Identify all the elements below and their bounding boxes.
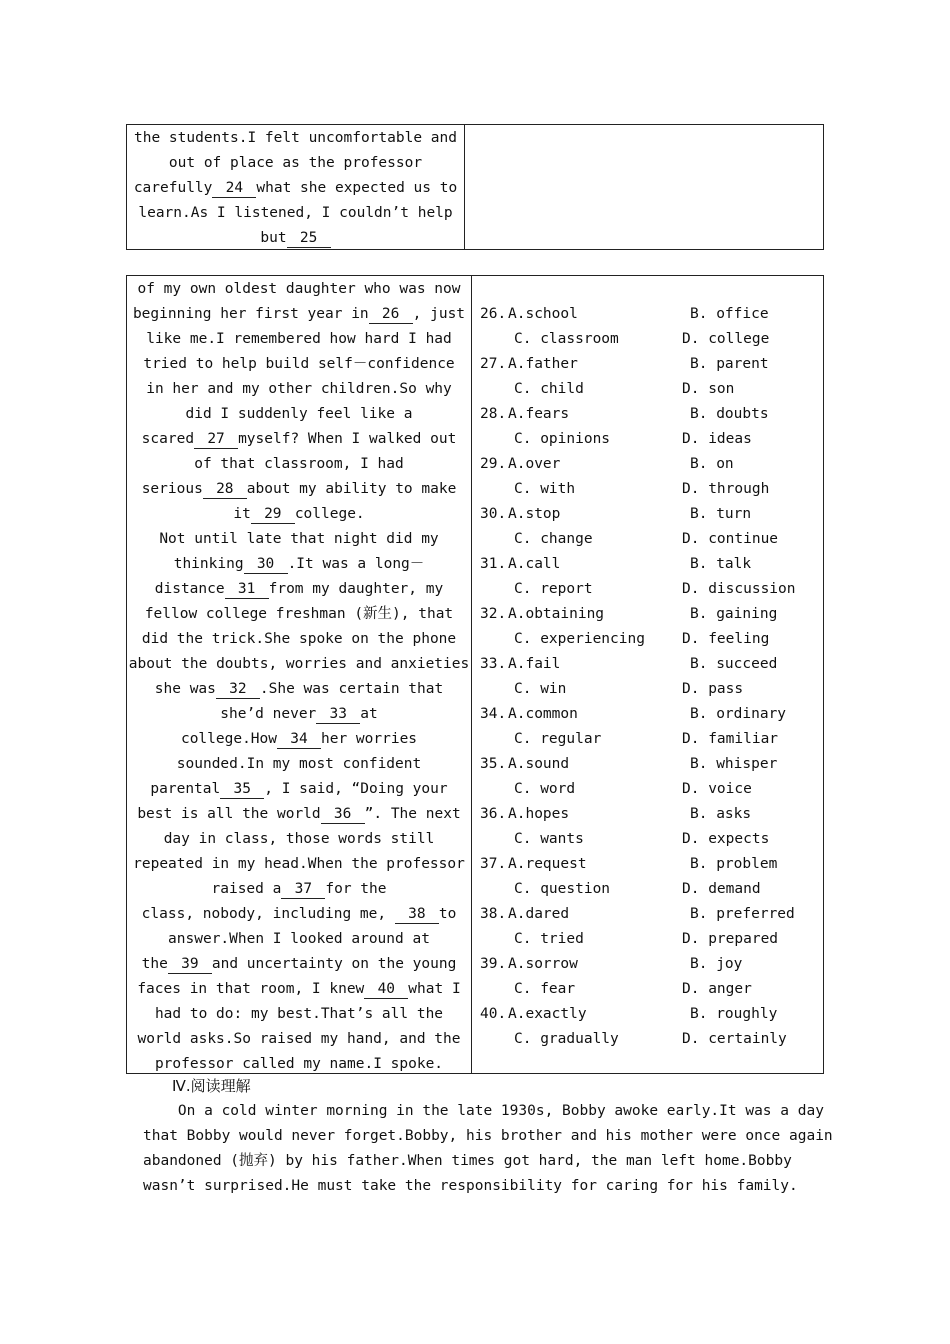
line-text: learn.As I listened, I couldn’t help xyxy=(138,205,453,221)
cloze-blank[interactable]: 30 xyxy=(244,556,288,574)
line-text: repeated in my head.When the professor xyxy=(133,856,465,872)
option-c[interactable]: C. tried xyxy=(514,931,584,947)
option-d[interactable]: D. certainly xyxy=(682,1031,787,1047)
option-c[interactable]: C. fear xyxy=(514,981,576,997)
line-text: she’d never xyxy=(220,706,317,722)
question-number: 39. xyxy=(480,956,507,972)
passage-line xyxy=(127,377,471,402)
passage-line xyxy=(127,1002,471,1027)
option-b[interactable]: B. office xyxy=(690,306,769,322)
option-row xyxy=(480,1027,823,1052)
option-row xyxy=(480,877,823,902)
line-text: had to do: my best.That’s all the xyxy=(154,1006,444,1022)
question-number: 26. xyxy=(480,306,507,322)
question-number: 29. xyxy=(480,456,507,472)
option-row xyxy=(480,977,823,1002)
option-c[interactable]: C. opinions xyxy=(514,431,611,447)
option-c[interactable]: C. regular xyxy=(514,731,602,747)
cloze-blank[interactable]: 24 xyxy=(212,180,256,198)
option-a[interactable]: A.call xyxy=(508,556,561,572)
line-text: day in class, those words still xyxy=(163,831,435,847)
line-text: thinking xyxy=(173,556,244,572)
option-a[interactable]: A.hopes xyxy=(508,806,570,822)
section-heading: Ⅳ.阅读理解 xyxy=(172,1077,251,1095)
cloze-passage-top xyxy=(127,125,465,249)
line-text: from my daughter, my xyxy=(268,581,444,597)
line-text: serious xyxy=(141,481,203,497)
line-text: myself? When I walked out xyxy=(238,431,457,447)
option-row xyxy=(480,577,823,602)
option-b[interactable]: B. doubts xyxy=(690,406,769,422)
question-number: 38. xyxy=(480,906,507,922)
line-text: the xyxy=(141,956,168,972)
passage-line xyxy=(127,827,471,852)
line-text: carefully xyxy=(133,180,213,196)
option-row xyxy=(480,677,823,702)
option-a[interactable]: A.stop xyxy=(508,506,561,522)
line-text: for the xyxy=(325,881,387,897)
option-row xyxy=(480,377,823,402)
passage-line xyxy=(127,527,471,552)
option-row xyxy=(480,452,823,477)
line-text: parental xyxy=(150,781,221,797)
option-row xyxy=(480,402,823,427)
options-empty-cell xyxy=(465,125,823,249)
option-row xyxy=(480,352,823,377)
cloze-blank[interactable]: 38 xyxy=(395,906,439,924)
option-a[interactable]: A.sorrow xyxy=(508,956,578,972)
line-text: college. xyxy=(294,506,365,522)
paragraph-line: that Bobby would never forget.Bobby, his brother and his mother were once again xyxy=(143,1128,833,1144)
line-text: did I suddenly feel like a xyxy=(185,406,413,422)
line-text: distance xyxy=(154,581,225,597)
passage-line xyxy=(127,477,471,502)
line-text: class, nobody, including me, xyxy=(141,906,395,922)
line-text: and uncertainty on the young xyxy=(211,956,457,972)
passage-line xyxy=(127,427,471,452)
line-text: about my ability to make xyxy=(246,481,457,497)
cloze-blank[interactable]: 31 xyxy=(225,581,269,599)
option-c[interactable]: C. question xyxy=(514,881,611,897)
passage-line xyxy=(127,652,471,677)
passage-line xyxy=(127,752,471,777)
option-row xyxy=(480,902,823,927)
option-d[interactable]: D. through xyxy=(682,481,770,497)
option-row xyxy=(480,802,823,827)
option-b[interactable]: B. succeed xyxy=(690,656,778,672)
option-row xyxy=(480,752,823,777)
cloze-blank[interactable]: 29 xyxy=(251,506,295,524)
option-d[interactable]: D. continue xyxy=(682,531,779,547)
option-a[interactable]: A.dared xyxy=(508,906,570,922)
option-b[interactable]: B. on xyxy=(690,456,734,472)
line-text: what she expected us to xyxy=(256,180,458,196)
option-d[interactable]: D. demand xyxy=(682,881,761,897)
option-b[interactable]: B. parent xyxy=(690,356,769,372)
passage-line xyxy=(127,151,464,176)
option-d[interactable]: D. discussion xyxy=(682,581,796,597)
line-text: answer.When I looked around at xyxy=(168,931,430,947)
option-row xyxy=(480,727,823,752)
option-a[interactable]: A.obtaining xyxy=(508,606,605,622)
passage-line xyxy=(127,226,464,251)
option-row xyxy=(480,627,823,652)
option-d[interactable]: D. ideas xyxy=(682,431,752,447)
passage-line xyxy=(127,877,471,902)
passage-line xyxy=(127,502,471,527)
line-text: of that classroom, I had xyxy=(194,456,404,472)
option-row xyxy=(480,827,823,852)
paragraph-line: On a cold winter morning in the late 1930s, Bobby awoke early.It was a day xyxy=(143,1103,824,1119)
line-text: .It was a long－ xyxy=(287,556,425,572)
cloze-blank[interactable]: 37 xyxy=(281,881,325,899)
option-b[interactable]: B. asks xyxy=(690,806,752,822)
option-c[interactable]: C. experiencing xyxy=(514,631,645,647)
option-a[interactable]: A.father xyxy=(508,356,578,372)
line-text: scared xyxy=(141,431,195,447)
reading-passage xyxy=(143,1099,833,1199)
cloze-passage-main xyxy=(127,276,472,1073)
option-d[interactable]: D. college xyxy=(682,331,770,347)
option-c[interactable]: C. classroom xyxy=(514,331,619,347)
line-text: did the trick.She spoke on the phone xyxy=(141,631,457,647)
option-row xyxy=(480,602,823,627)
option-a[interactable]: A.request xyxy=(508,856,587,872)
option-a[interactable]: A.sound xyxy=(508,756,570,772)
passage-line xyxy=(127,852,471,877)
question-number: 30. xyxy=(480,506,507,522)
option-c[interactable]: C. report xyxy=(514,581,593,597)
option-d[interactable]: D. prepared xyxy=(682,931,779,947)
option-d[interactable]: D. expects xyxy=(682,831,770,847)
passage-line xyxy=(127,201,464,226)
option-row xyxy=(480,777,823,802)
passage-line xyxy=(127,952,471,977)
passage-line xyxy=(127,727,471,752)
line-text: in her and my other children.So why xyxy=(146,381,452,397)
line-text: but xyxy=(260,230,287,246)
option-a[interactable]: A.exactly xyxy=(508,1006,587,1022)
question-number: 32. xyxy=(480,606,507,622)
option-row xyxy=(480,852,823,877)
question-number: 28. xyxy=(480,406,507,422)
passage-line xyxy=(127,802,471,827)
line-text: to xyxy=(438,906,457,922)
passage-line xyxy=(127,302,471,327)
passage-line xyxy=(127,577,471,602)
option-d[interactable]: D. voice xyxy=(682,781,752,797)
option-d[interactable]: D. feeling xyxy=(682,631,770,647)
option-b[interactable]: B. talk xyxy=(690,556,752,572)
line-text: professor called my name.I spoke. xyxy=(154,1056,444,1072)
passage-line xyxy=(127,552,471,577)
question-number: 35. xyxy=(480,756,507,772)
question-number: 34. xyxy=(480,706,507,722)
option-b[interactable]: B. ordinary xyxy=(690,706,787,722)
passage-line xyxy=(127,352,471,377)
option-c[interactable]: C. win xyxy=(514,681,567,697)
option-row xyxy=(480,427,823,452)
cloze-blank[interactable]: 34 xyxy=(277,731,321,749)
option-c[interactable]: C. gradually xyxy=(514,1031,619,1047)
line-text: her worries xyxy=(321,731,418,747)
cloze-blank[interactable]: 33 xyxy=(316,706,360,724)
cloze-blank[interactable]: 26 xyxy=(369,306,413,324)
option-row xyxy=(480,302,823,327)
line-text: about the doubts, worries and anxieties xyxy=(128,656,470,672)
option-row xyxy=(480,952,823,977)
passage-line xyxy=(127,677,471,702)
option-b[interactable]: B. gaining xyxy=(690,606,778,622)
line-text: the students.I felt uncomfortable and xyxy=(133,130,457,146)
option-row xyxy=(480,327,823,352)
option-a[interactable]: A.fears xyxy=(508,406,570,422)
option-row xyxy=(480,652,823,677)
option-a[interactable]: A.common xyxy=(508,706,578,722)
line-text: fellow college freshman (新生), that xyxy=(144,606,454,622)
option-b[interactable]: B. roughly xyxy=(690,1006,778,1022)
question-number: 37. xyxy=(480,856,507,872)
option-row xyxy=(480,1002,823,1027)
option-a[interactable]: A.school xyxy=(508,306,578,322)
line-text: , just xyxy=(412,306,466,322)
option-b[interactable]: B. joy xyxy=(690,956,743,972)
option-c[interactable]: C. with xyxy=(514,481,576,497)
question-number: 40. xyxy=(480,1006,507,1022)
cloze-blank[interactable]: 25 xyxy=(287,230,331,248)
line-text: sounded.In my most confident xyxy=(176,756,422,772)
option-row xyxy=(480,702,823,727)
option-c[interactable]: C. wants xyxy=(514,831,584,847)
option-c[interactable]: C. change xyxy=(514,531,593,547)
paragraph-line: abandoned (抛弃) by his father.When times got hard, the man left home.Bobby xyxy=(143,1153,792,1169)
option-c[interactable]: C. child xyxy=(514,381,584,397)
option-a[interactable]: A.fail xyxy=(508,656,561,672)
passage-line xyxy=(127,927,471,952)
cloze-blank[interactable]: 32 xyxy=(216,681,260,699)
line-text: ”. The next xyxy=(364,806,461,822)
option-row xyxy=(480,502,823,527)
passage-line xyxy=(127,602,471,627)
paragraph-line: wasn’t surprised.He must take the responsibility for caring for his family. xyxy=(143,1178,798,1194)
passage-line xyxy=(127,452,471,477)
line-text: at xyxy=(360,706,378,722)
passage-line xyxy=(127,126,464,151)
passage-line xyxy=(127,1027,471,1052)
line-text: world asks.So raised my hand, and the xyxy=(137,1031,461,1047)
passage-line xyxy=(127,777,471,802)
line-text: faces in that room, I knew xyxy=(137,981,365,997)
option-d[interactable]: D. son xyxy=(682,381,735,397)
option-d[interactable]: D. familiar xyxy=(682,731,779,747)
option-row xyxy=(480,527,823,552)
option-row xyxy=(480,477,823,502)
cloze-blank[interactable]: 27 xyxy=(194,431,238,449)
option-b[interactable]: B. problem xyxy=(690,856,778,872)
line-text: raised a xyxy=(211,881,282,897)
passage-line xyxy=(127,977,471,1002)
line-text: she was xyxy=(154,681,216,697)
line-text: Not until late that night did my xyxy=(159,531,439,547)
line-text: of my own oldest daughter who was now xyxy=(137,281,461,297)
question-number: 27. xyxy=(480,356,507,372)
question-number: 36. xyxy=(480,806,507,822)
option-b[interactable]: B. turn xyxy=(690,506,752,522)
line-text: best is all the world xyxy=(137,806,321,822)
passage-line xyxy=(127,176,464,201)
cloze-blank[interactable]: 36 xyxy=(321,806,365,824)
line-text: .She was certain that xyxy=(259,681,444,697)
passage-line xyxy=(127,402,471,427)
passage-line xyxy=(127,327,471,352)
cloze-blank[interactable]: 35 xyxy=(220,781,264,799)
option-c[interactable]: C. word xyxy=(514,781,576,797)
question-number: 33. xyxy=(480,656,507,672)
options-list xyxy=(472,276,823,1073)
cloze-table-main xyxy=(126,275,824,1074)
line-text: college.How xyxy=(180,731,277,747)
line-text: beginning her first year in xyxy=(132,306,369,322)
line-text: out of place as the professor xyxy=(168,155,423,171)
option-a[interactable]: A.over xyxy=(508,456,561,472)
option-b[interactable]: B. whisper xyxy=(690,756,778,772)
cloze-table-top xyxy=(126,124,824,250)
line-text: it xyxy=(233,506,251,522)
cloze-blank[interactable]: 39 xyxy=(168,956,212,974)
passage-line xyxy=(127,702,471,727)
option-row xyxy=(480,552,823,577)
line-text: tried to help build self－confidence xyxy=(143,356,455,372)
cloze-blank[interactable]: 40 xyxy=(364,981,408,999)
option-b[interactable]: B. preferred xyxy=(690,906,795,922)
cloze-blank[interactable]: 28 xyxy=(203,481,247,499)
passage-line xyxy=(127,902,471,927)
option-row xyxy=(480,927,823,952)
passage-line xyxy=(127,277,471,302)
line-text: , I said, “Doing your xyxy=(264,781,448,797)
passage-line xyxy=(127,627,471,652)
option-d[interactable]: D. anger xyxy=(682,981,752,997)
question-number: 31. xyxy=(480,556,507,572)
line-text: what I xyxy=(408,981,461,997)
line-text: like me.I remembered how hard I had xyxy=(146,331,452,347)
option-d[interactable]: D. pass xyxy=(682,681,744,697)
